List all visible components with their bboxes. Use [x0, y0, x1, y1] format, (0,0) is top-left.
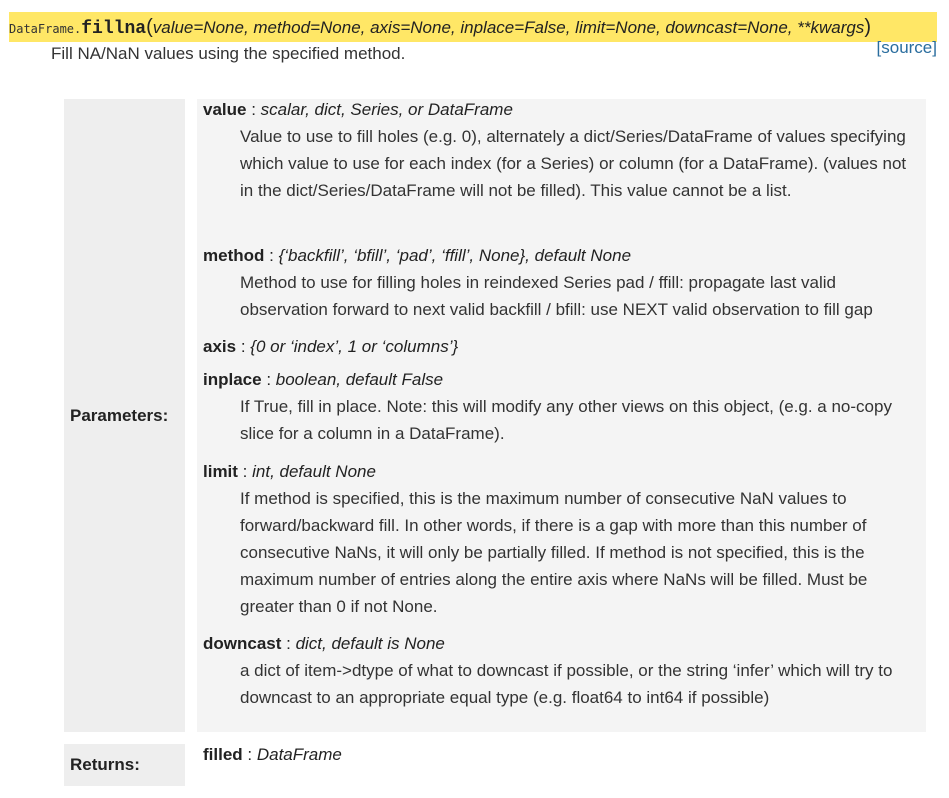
- param-sep: :: [236, 337, 251, 356]
- function-signature: [9, 12, 937, 42]
- returns-type: DataFrame: [256, 745, 342, 764]
- param-type: dict, default is None: [295, 634, 445, 653]
- parameters-list: [197, 99, 926, 732]
- class-prefix: DataFrame.: [9, 22, 82, 36]
- open-paren: (: [146, 16, 153, 38]
- parameters-label: Parameters:: [64, 99, 185, 732]
- param-description: If True, fill in place. Note: this will modify any other views on this object, (e.g. a no-copy slice for a column in a DataFrame).: [240, 397, 892, 443]
- param-inplace: [203, 369, 916, 447]
- param-type: {‘backfill’, ‘bfill’, ‘pad’, ‘ffill’, None}, default None: [278, 246, 632, 265]
- param-name: value: [203, 100, 247, 119]
- param-type: int, default None: [252, 462, 376, 481]
- function-summary: Fill NA/NaN values using the specified method.: [51, 44, 406, 63]
- param-sep: :: [281, 634, 296, 653]
- param-type: {0 or ‘index’, 1 or ‘columns’}: [250, 337, 459, 356]
- param-downcast: [203, 633, 916, 711]
- param-limit: [203, 461, 916, 620]
- signature-args: value=None, method=None, axis=None, inplace=False, limit=None, downcast=None, **kwargs: [152, 18, 865, 37]
- param-axis: [203, 336, 916, 358]
- param-name: downcast: [203, 634, 282, 653]
- returns-label: Returns:: [64, 744, 185, 786]
- param-type: scalar, dict, Series, or DataFrame: [260, 100, 513, 119]
- param-description: a dict of item->dtype of what to downcast if possible, or the string ‘infer’ which will try to downcast to an appropriate equal type (e.g. float64 to int64 if possible): [240, 661, 893, 707]
- param-description: If method is specified, this is the maximum number of consecutive NaN values to forward/backward fill. In other words, if there is a gap with more than this number of consecutive NaNs, it will only be partially filled. If method is not specified, this is the maximum number of entries along the entire axis where NaNs will be filled. Must be greater than 0 if not None.: [240, 489, 868, 616]
- returns-name: filled: [203, 745, 243, 764]
- source-link[interactable]: [source]: [876, 38, 937, 57]
- close-paren: ): [864, 16, 871, 38]
- function-name: fillna: [81, 19, 147, 39]
- param-name: limit: [203, 462, 238, 481]
- param-sep: :: [264, 246, 279, 265]
- returns-value: [203, 744, 342, 766]
- param-name: method: [203, 246, 265, 265]
- param-value: [203, 99, 916, 204]
- param-description: Method to use for filling holes in reindexed Series pad / ffill: propagate last valid observation forward to next valid backfill / bfill: use NEXT valid observation to fill gap: [240, 273, 873, 319]
- param-type: boolean, default False: [275, 370, 444, 389]
- param-name: axis: [203, 337, 237, 356]
- param-method: [203, 245, 916, 323]
- param-name: inplace: [203, 370, 262, 389]
- param-description: Value to use to fill holes (e.g. 0), alternately a dict/Series/DataFrame of values specifying which value to use for each index (for a Series) or column (for a DataFrame). (values not in the dict/Series/DataFrame will not be filled). This value cannot be a list.: [240, 127, 907, 200]
- param-sep: :: [246, 100, 261, 119]
- param-sep: :: [237, 462, 253, 481]
- param-sep: :: [261, 370, 276, 389]
- returns-sep: :: [242, 745, 257, 764]
